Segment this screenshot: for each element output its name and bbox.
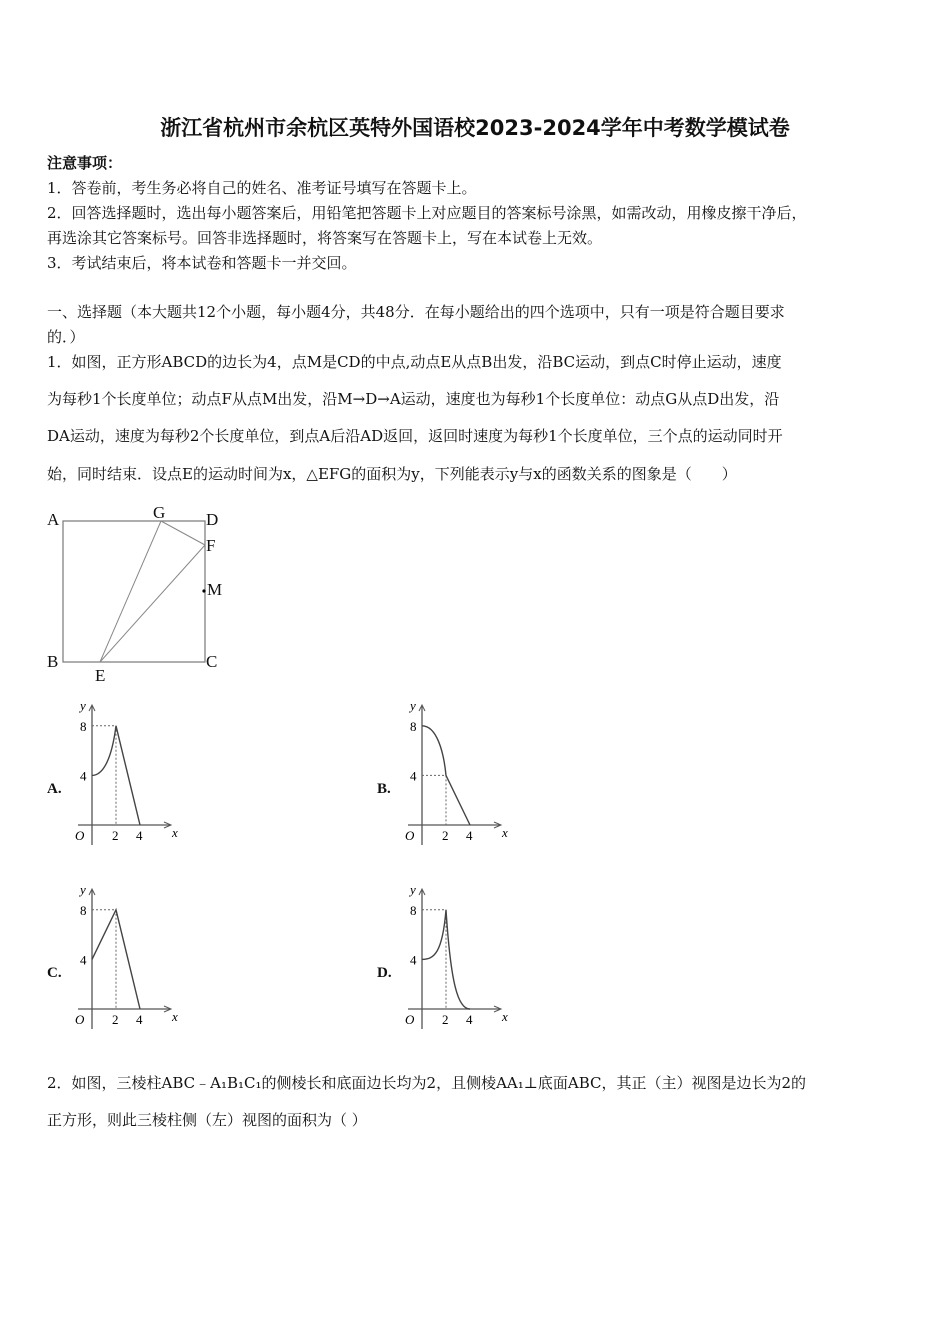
function-graph: [72, 884, 182, 1034]
q1-text: 始，同时结束．设点E的运动时间为x，△EFG的面积为y，下列能表示y与x的函数关系的图象是（ ）: [47, 465, 737, 483]
q1-text: DA运动，速度为每秒2个长度单位，到点A后沿AD返回，返回时速度为每秒1个长度单位，三个点的运动同时开: [47, 427, 783, 445]
option-b-label[interactable]: B.: [377, 781, 391, 797]
x-tick-4: 4: [466, 1012, 473, 1027]
x-tick-2: 2: [112, 1012, 119, 1027]
option-c-graph[interactable]: [72, 884, 182, 1038]
x-tick-4: 4: [136, 828, 143, 843]
section-heading: 的．）: [47, 328, 85, 346]
page-title: 浙江省杭州市余杭区英特外国语校2023-2024学年中考数学模试卷: [160, 116, 790, 140]
option-a-graph[interactable]: [72, 700, 182, 854]
y-axis-label: y: [80, 700, 86, 713]
y-tick-8: 8: [410, 902, 417, 918]
x-tick-4: 4: [466, 828, 473, 843]
x-axis-label: x: [502, 825, 508, 840]
point-b-label: B: [47, 652, 59, 671]
point-a-label: A: [47, 510, 60, 529]
note-line: 1．答卷前，考生务必将自己的姓名、准考证号填写在答题卡上。: [47, 179, 477, 197]
y-tick-8: 8: [80, 718, 87, 734]
origin-label: O: [75, 1012, 85, 1027]
function-graph: [402, 884, 512, 1034]
q2-text: 正方形，则此三棱柱侧（左）视图的面积为（ ）: [47, 1111, 367, 1129]
note-line: 3．考试结束后，将本试卷和答题卡一并交回。: [47, 254, 357, 272]
x-tick-2: 2: [442, 828, 449, 843]
function-graph: [402, 700, 512, 850]
notes-heading: 注意事项：: [47, 154, 123, 172]
function-curve: [422, 726, 470, 825]
option-d-label[interactable]: D.: [377, 965, 392, 981]
option-a-label[interactable]: A.: [47, 781, 62, 797]
section-heading: 一、选择题（本大题共12个小题，每小题4分，共48分．在每小题给出的四个选项中，只有一项是符合题目要求: [47, 303, 785, 321]
note-line: 2．回答选择题时，选出每小题答案后，用铅笔把答题卡上对应题目的答案标号涂黑，如需改动，用橡皮擦干净后，: [47, 204, 807, 222]
y-axis-label: y: [410, 700, 416, 713]
function-graph: [72, 700, 182, 850]
x-axis-label: x: [172, 1009, 178, 1024]
q1-text: 1．如图，正方形ABCD的边长为4，点M是CD的中点,动点E从点B出发，沿BC运动，到点C时停止运动，速度: [47, 353, 782, 371]
y-tick-4: 4: [80, 952, 87, 968]
y-axis-label: y: [80, 884, 86, 897]
point-g-label: G: [153, 503, 166, 522]
x-tick-4: 4: [136, 1012, 143, 1027]
q1-text: 为每秒1个长度单位；动点F从点M出发，沿M→D→A运动，速度也为每秒1个长度单位：动点G从点D出发，沿: [47, 390, 780, 408]
y-tick-4: 4: [80, 768, 87, 784]
note-line: 再选涂其它答案标号。回答非选择题时，将答案写在答题卡上，写在本试卷上无效。: [47, 229, 603, 247]
point-m-label: M: [207, 580, 223, 599]
x-tick-2: 2: [442, 1012, 449, 1027]
y-tick-4: 4: [410, 768, 417, 784]
point-d-label: D: [206, 510, 219, 529]
option-c-label[interactable]: C.: [47, 965, 62, 981]
y-tick-4: 4: [410, 952, 417, 968]
origin-label: O: [405, 1012, 415, 1027]
y-axis-label: y: [410, 884, 416, 897]
x-axis-label: x: [172, 825, 178, 840]
option-d-graph[interactable]: [402, 884, 512, 1038]
y-tick-8: 8: [80, 902, 87, 918]
option-b-graph[interactable]: [402, 700, 512, 854]
q2-text: 2．如图，三棱柱ABC﹣A₁B₁C₁的侧棱长和底面边长均为2，且侧棱AA₁⊥底面ABC，其正（主）视图是边长为2的: [47, 1074, 807, 1092]
origin-label: O: [75, 828, 85, 843]
x-tick-2: 2: [112, 828, 119, 843]
point-f-label: F: [206, 536, 216, 555]
point-c-label: C: [206, 652, 218, 671]
origin-label: O: [405, 828, 415, 843]
point-e-label: E: [95, 666, 106, 685]
x-axis-label: x: [502, 1009, 508, 1024]
y-tick-8: 8: [410, 718, 417, 734]
